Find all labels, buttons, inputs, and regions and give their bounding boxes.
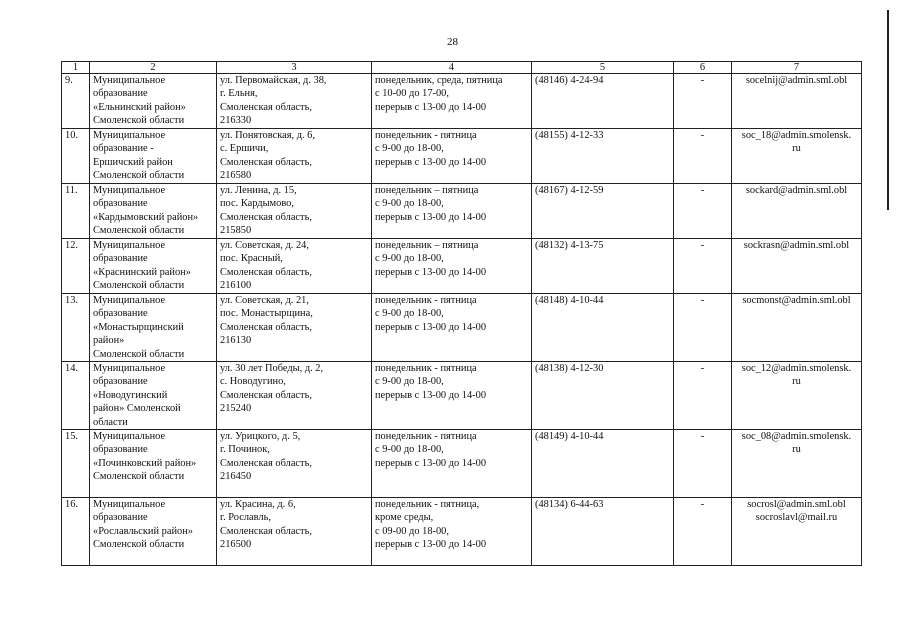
working-hours-line: понедельник - пятница,	[375, 499, 480, 511]
email-line: socelnij@admin.sml.obl	[745, 75, 848, 86]
contacts-table	[61, 61, 862, 566]
working-hours-line: понедельник - пятница	[375, 431, 477, 443]
row-number: 12.	[62, 239, 90, 294]
municipality-name-line: Смоленской области	[93, 348, 185, 360]
address-line: Смоленская область,	[220, 321, 312, 333]
table-row	[62, 239, 862, 294]
address-line: пос. Монастырщина,	[220, 308, 313, 320]
working-hours-line: с 9-00 до 18-00,	[375, 376, 444, 388]
email-cell	[732, 74, 862, 129]
table-row	[62, 498, 862, 566]
working-hours-line: с 10-00 до 17-00,	[375, 88, 449, 100]
table-row	[62, 129, 862, 184]
phone-cell: (48132) 4-13-75	[532, 239, 674, 294]
municipality-name-cell	[90, 74, 217, 129]
address-line: с. Новодугино,	[220, 376, 286, 388]
address-line: Смоленская область,	[220, 457, 312, 469]
municipality-name-line: «Новодугинский	[93, 389, 168, 401]
address-line: 216500	[220, 539, 252, 551]
email-cell	[732, 430, 862, 498]
row-number: 15.	[62, 430, 90, 498]
address-line: ул. Советская, д. 21,	[220, 295, 309, 306]
municipality-name-line: образование	[93, 444, 148, 456]
fax-cell: -	[674, 239, 732, 294]
municipality-name-line: Смоленской области	[93, 115, 185, 127]
email-line: ru	[792, 444, 801, 456]
municipality-name-line: «Рославльский район»	[93, 525, 193, 537]
email-line: ru	[792, 143, 801, 155]
row-number: 13.	[62, 294, 90, 362]
municipality-name-cell	[90, 430, 217, 498]
address-line: г. Починок,	[220, 444, 270, 456]
address-line: Смоленская область,	[220, 211, 312, 223]
table-row	[62, 184, 862, 239]
page-number: 28	[447, 36, 458, 48]
working-hours-line: с 9-00 до 18-00,	[375, 253, 444, 265]
column-header: 7	[732, 62, 862, 74]
working-hours-cell	[372, 239, 532, 294]
email-cell	[732, 294, 862, 362]
table-row	[62, 294, 862, 362]
address-cell	[217, 430, 372, 498]
address-cell	[217, 362, 372, 430]
municipality-name-line: «Кардымовский район»	[93, 211, 199, 223]
address-line: 216330	[220, 115, 252, 127]
address-cell	[217, 294, 372, 362]
municipality-name-line: «Починковский район»	[93, 457, 197, 469]
email-cell	[732, 239, 862, 294]
working-hours-line: понедельник – пятница	[375, 185, 479, 196]
fax-cell: -	[674, 362, 732, 430]
municipality-name-line: Смоленской области	[93, 471, 185, 483]
address-cell	[217, 129, 372, 184]
working-hours-line: перерыв с 13-00 до 14-00	[375, 457, 487, 469]
email-cell	[732, 362, 862, 430]
working-hours-line: с 9-00 до 18-00,	[375, 308, 444, 320]
municipality-name-line: Смоленской области	[93, 280, 185, 292]
email-line: socmonst@admin.sml.obl	[742, 295, 851, 306]
email-line: soc_08@admin.smolensk.	[741, 431, 852, 443]
municipality-name-line: Смоленской области	[93, 225, 185, 237]
municipality-name-line: образование	[93, 198, 148, 210]
fax-cell: -	[674, 294, 732, 362]
fax-cell: -	[674, 129, 732, 184]
municipality-name-line: образование	[93, 253, 148, 265]
working-hours-line: с 9-00 до 18-00,	[375, 198, 444, 210]
working-hours-line: перерыв с 13-00 до 14-00	[375, 211, 487, 223]
column-header: 3	[217, 62, 372, 74]
address-line: 215850	[220, 225, 252, 237]
working-hours-line: понедельник, среда, пятница	[375, 75, 503, 86]
working-hours-line: перерыв с 13-00 до 14-00	[375, 266, 487, 278]
municipality-name-cell	[90, 129, 217, 184]
email-cell	[732, 498, 862, 566]
phone-cell: (48134) 6-44-63	[532, 498, 674, 566]
municipality-name-line: Смоленской области	[93, 170, 185, 182]
municipality-name-line: «Ельнинский район»	[93, 101, 186, 113]
working-hours-line: перерыв с 13-00 до 14-00	[375, 156, 487, 168]
municipality-name-line: области	[93, 416, 128, 428]
working-hours-cell	[372, 498, 532, 566]
row-number: 14.	[62, 362, 90, 430]
municipality-name-line: Муниципальное	[93, 363, 166, 375]
fax-cell: -	[674, 430, 732, 498]
working-hours-cell	[372, 362, 532, 430]
address-line: ул. Понятовская, д. 6,	[220, 130, 315, 141]
row-number: 11.	[62, 184, 90, 239]
address-line: ул. Первомайская, д. 38,	[220, 75, 327, 86]
email-line: soc_12@admin.smolensk.	[741, 363, 852, 375]
municipality-name-line: район» Смоленской	[93, 403, 181, 415]
address-line: ул. Урицкого, д. 5,	[220, 431, 301, 443]
municipality-name-line: Муниципальное	[93, 295, 166, 306]
municipality-name-line: Муниципальное	[93, 240, 166, 251]
municipality-name-cell	[90, 294, 217, 362]
municipality-name-line: образование	[93, 308, 148, 320]
working-hours-cell	[372, 74, 532, 129]
phone-cell: (48155) 4-12-33	[532, 129, 674, 184]
fax-cell: -	[674, 498, 732, 566]
municipality-name-line: Муниципальное	[93, 185, 166, 196]
address-line: ул. Ленина, д. 15,	[220, 185, 297, 196]
row-number: 10.	[62, 129, 90, 184]
phone-cell: (48167) 4-12-59	[532, 184, 674, 239]
address-cell	[217, 239, 372, 294]
address-line: ул. Красина, д. 6,	[220, 499, 296, 511]
address-line: 215240	[220, 403, 252, 415]
phone-cell: (48148) 4-10-44	[532, 294, 674, 362]
email-line: ru	[792, 376, 801, 388]
working-hours-line: понедельник - пятница	[375, 363, 477, 375]
municipality-name-line: район»	[93, 335, 125, 347]
working-hours-line: кроме среды,	[375, 512, 434, 524]
scan-edge-line	[887, 10, 889, 210]
working-hours-line: перерыв с 13-00 до 14-00	[375, 101, 487, 113]
municipality-name-line: образование	[93, 88, 148, 100]
working-hours-line: перерыв с 13-00 до 14-00	[375, 321, 487, 333]
table-header-row	[62, 62, 862, 74]
address-line: Смоленская область,	[220, 101, 312, 113]
table-row	[62, 362, 862, 430]
fax-cell: -	[674, 184, 732, 239]
address-line: Смоленская область,	[220, 525, 312, 537]
address-cell	[217, 498, 372, 566]
phone-cell: (48146) 4-24-94	[532, 74, 674, 129]
municipality-name-line: Смоленской области	[93, 539, 185, 551]
address-line: 216450	[220, 471, 252, 483]
column-header: 2	[90, 62, 217, 74]
working-hours-line: с 9-00 до 18-00,	[375, 143, 444, 155]
email-cell	[732, 184, 862, 239]
address-line: Смоленская область,	[220, 156, 312, 168]
address-line: Смоленская область,	[220, 389, 312, 401]
row-number: 16.	[62, 498, 90, 566]
address-line: Смоленская область,	[220, 266, 312, 278]
address-line: 216100	[220, 280, 252, 292]
column-header: 6	[674, 62, 732, 74]
email-line: socrosl@admin.sml.obl	[747, 499, 846, 511]
row-number: 9.	[62, 74, 90, 129]
municipality-name-line: образование	[93, 376, 148, 388]
column-header: 5	[532, 62, 674, 74]
municipality-name-line: Муниципальное	[93, 130, 166, 141]
address-line: пос. Красный,	[220, 253, 283, 265]
working-hours-line: перерыв с 13-00 до 14-00	[375, 539, 487, 551]
working-hours-line: перерыв с 13-00 до 14-00	[375, 389, 487, 401]
municipality-name-line: «Краснинский район»	[93, 266, 191, 278]
municipality-name-line: «Монастырщинский	[93, 321, 184, 333]
address-line: 216130	[220, 335, 252, 347]
working-hours-cell	[372, 430, 532, 498]
column-header: 4	[372, 62, 532, 74]
table-row	[62, 430, 862, 498]
municipality-name-line: образование -	[93, 143, 154, 155]
municipality-name-cell	[90, 184, 217, 239]
table-row	[62, 74, 862, 129]
municipality-name-cell	[90, 239, 217, 294]
address-line: 216580	[220, 170, 252, 182]
working-hours-line: с 09-00 до 18-00,	[375, 525, 449, 537]
email-line: sockard@admin.sml.obl	[745, 185, 848, 196]
fax-cell: -	[674, 74, 732, 129]
address-line: с. Ершичи,	[220, 143, 269, 155]
municipality-name-cell	[90, 362, 217, 430]
phone-cell: (48149) 4-10-44	[532, 430, 674, 498]
address-line: г. Рославль,	[220, 512, 271, 524]
email-line: sockrasn@admin.sml.obl	[743, 240, 850, 251]
address-cell	[217, 74, 372, 129]
municipality-name-line: Муниципальное	[93, 431, 166, 443]
municipality-name-line: Муниципальное	[93, 75, 166, 86]
working-hours-cell	[372, 184, 532, 239]
municipality-name-cell	[90, 498, 217, 566]
working-hours-cell	[372, 129, 532, 184]
working-hours-line: с 9-00 до 18-00,	[375, 444, 444, 456]
working-hours-line: понедельник – пятница	[375, 240, 479, 251]
phone-cell: (48138) 4-12-30	[532, 362, 674, 430]
email-line: soc_18@admin.smolensk.	[741, 130, 852, 141]
working-hours-line: понедельник - пятница	[375, 295, 477, 306]
working-hours-cell	[372, 294, 532, 362]
municipality-name-line: Муниципальное	[93, 499, 166, 511]
address-cell	[217, 184, 372, 239]
working-hours-line: понедельник - пятница	[375, 130, 477, 141]
address-line: г. Ельня,	[220, 88, 258, 100]
column-header: 1	[62, 62, 90, 74]
address-line: ул. 30 лет Победы, д. 2,	[220, 363, 324, 375]
municipality-name-line: образование	[93, 512, 148, 524]
email-cell	[732, 129, 862, 184]
email-line: socroslavl@mail.ru	[755, 512, 838, 524]
address-line: ул. Советская, д. 24,	[220, 240, 309, 251]
address-line: пос. Кардымово,	[220, 198, 294, 210]
municipality-name-line: Ершичский район	[93, 156, 173, 168]
